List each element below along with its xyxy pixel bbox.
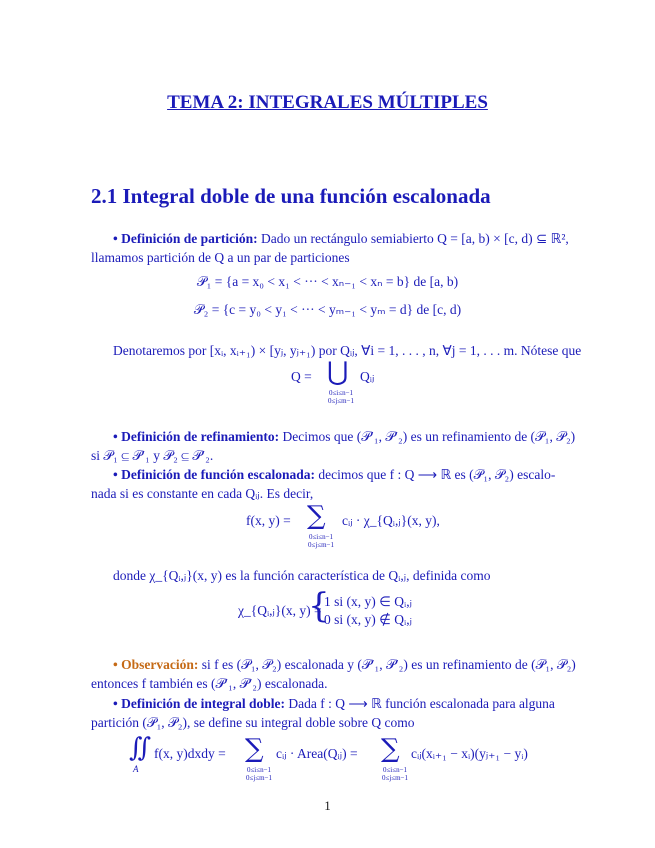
integral-domain: A — [133, 764, 139, 774]
paragraph-denotaremos: Denotaremos por [xᵢ, xᵢ₊₁) × [yⱼ, yⱼ₊₁) por Qᵢⱼ, ∀i = 1, . . . , n, ∀j = 1, . . . m. Nótese que — [113, 343, 582, 358]
bullet: • — [113, 429, 118, 444]
definition-text: Dada f : Q ⟶ ℝ función escalonada para alguna — [288, 696, 555, 711]
case-one: 1 si (x, y) ∈ Qᵢ,ⱼ — [324, 594, 412, 609]
page-number: 1 — [324, 798, 331, 813]
integral-part-two: cᵢⱼ · Area(Qᵢⱼ) = — [276, 746, 358, 761]
observation — [91, 655, 591, 693]
definition-text: nada si es constante en cada Qᵢⱼ. Es decir, — [91, 486, 314, 501]
integral-part-one: f(x, y)dxdy = — [154, 746, 226, 761]
definition-label: Definición de función escalonada: — [121, 467, 315, 482]
definition-partition — [91, 229, 581, 267]
union-subscript: 0≤i≤n−1 0≤j≤m−1 — [327, 389, 355, 405]
definition-step-function — [91, 465, 591, 503]
curly-brace: { — [308, 586, 330, 626]
document-title: TEMA 2: INTEGRALES MÚLTIPLES — [167, 92, 488, 113]
equation-p1: 𝒫₁ = {a = x₀ < x₁ < ··· < xₙ₋₁ < xₙ = b} de [a, b) — [196, 274, 459, 289]
definition-text: Decimos que (𝒫′₁, 𝒫′₂) es un refinamiento de (𝒫₁, 𝒫₂) — [282, 429, 576, 444]
case-zero: 0 si (x, y) ∉ Qᵢ,ⱼ — [324, 612, 412, 627]
definition-label: Definición de partición: — [121, 231, 258, 246]
bullet: • — [113, 231, 118, 246]
definition-text: si 𝒫₁ ⊆ 𝒫′₁ y 𝒫₂ ⊆ 𝒫′₂. — [91, 448, 214, 463]
definition-double-integral — [91, 694, 591, 732]
observation-label: Observación: — [121, 657, 199, 672]
observation-text: entonces f también es (𝒫′₁, 𝒫′₂) escalonada. — [91, 676, 328, 691]
equation-step-right: cᵢⱼ · χ_{Qᵢ,ⱼ}(x, y), — [342, 513, 440, 528]
equation-p2: 𝒫₂ = {c = y₀ < y₁ < ··· < yₘ₋₁ < yₘ = d} de [c, d) — [193, 302, 462, 317]
integral-part-three: cᵢⱼ(xᵢ₊₁ − xᵢ)(yⱼ₊₁ − yᵢ) — [411, 746, 528, 761]
equation-step-left: f(x, y) = — [246, 513, 291, 528]
equation-chi-left: χ_{Qᵢ,ⱼ}(x, y) = — [238, 603, 322, 618]
sum-subscript-two: 0≤i≤n−1 0≤j≤m−1 — [381, 766, 409, 782]
big-union-symbol: ⋃ — [327, 357, 349, 387]
equation-union-right: Qᵢⱼ — [360, 369, 375, 384]
paragraph-donde: donde χ_{Qᵢ,ⱼ}(x, y) es la función característica de Qᵢ,ⱼ, definida como — [113, 568, 491, 583]
observation-text: si f es (𝒫₁, 𝒫₂) escalonada y (𝒫′₁, 𝒫′₂) es un refinamiento de (𝒫₁, 𝒫₂) — [201, 657, 576, 672]
equation-union-left: Q = — [291, 369, 312, 384]
bullet: • — [113, 657, 118, 672]
sum-symbol-two: ∑ — [381, 734, 400, 764]
bullet: • — [113, 467, 118, 482]
definition-text: Dado un rectángulo semiabierto Q = [a, b) × [c, d) ⊆ ℝ², — [260, 231, 569, 246]
section-heading: 2.1 Integral doble de una función escalonada — [91, 184, 491, 208]
sum-symbol-one: ∑ — [245, 734, 264, 764]
sum-subscript: 0≤i≤n−1 0≤j≤m−1 — [307, 533, 335, 549]
definition-label: Definición de refinamiento: — [121, 429, 280, 444]
sum-symbol: ∑ — [307, 501, 326, 531]
definition-label: Definición de integral doble: — [121, 696, 285, 711]
bullet: • — [113, 696, 118, 711]
sum-subscript-one: 0≤i≤n−1 0≤j≤m−1 — [245, 766, 273, 782]
definition-text: decimos que f : Q ⟶ ℝ es (𝒫₁, 𝒫₂) escalo- — [318, 467, 556, 482]
definition-refinement — [91, 427, 591, 465]
definition-text: partición (𝒫₁, 𝒫₂), se define su integral doble sobre Q como — [91, 715, 415, 730]
double-integral-symbol: ∬ — [129, 733, 152, 763]
definition-text: llamamos partición de Q a un par de particiones — [91, 250, 350, 265]
